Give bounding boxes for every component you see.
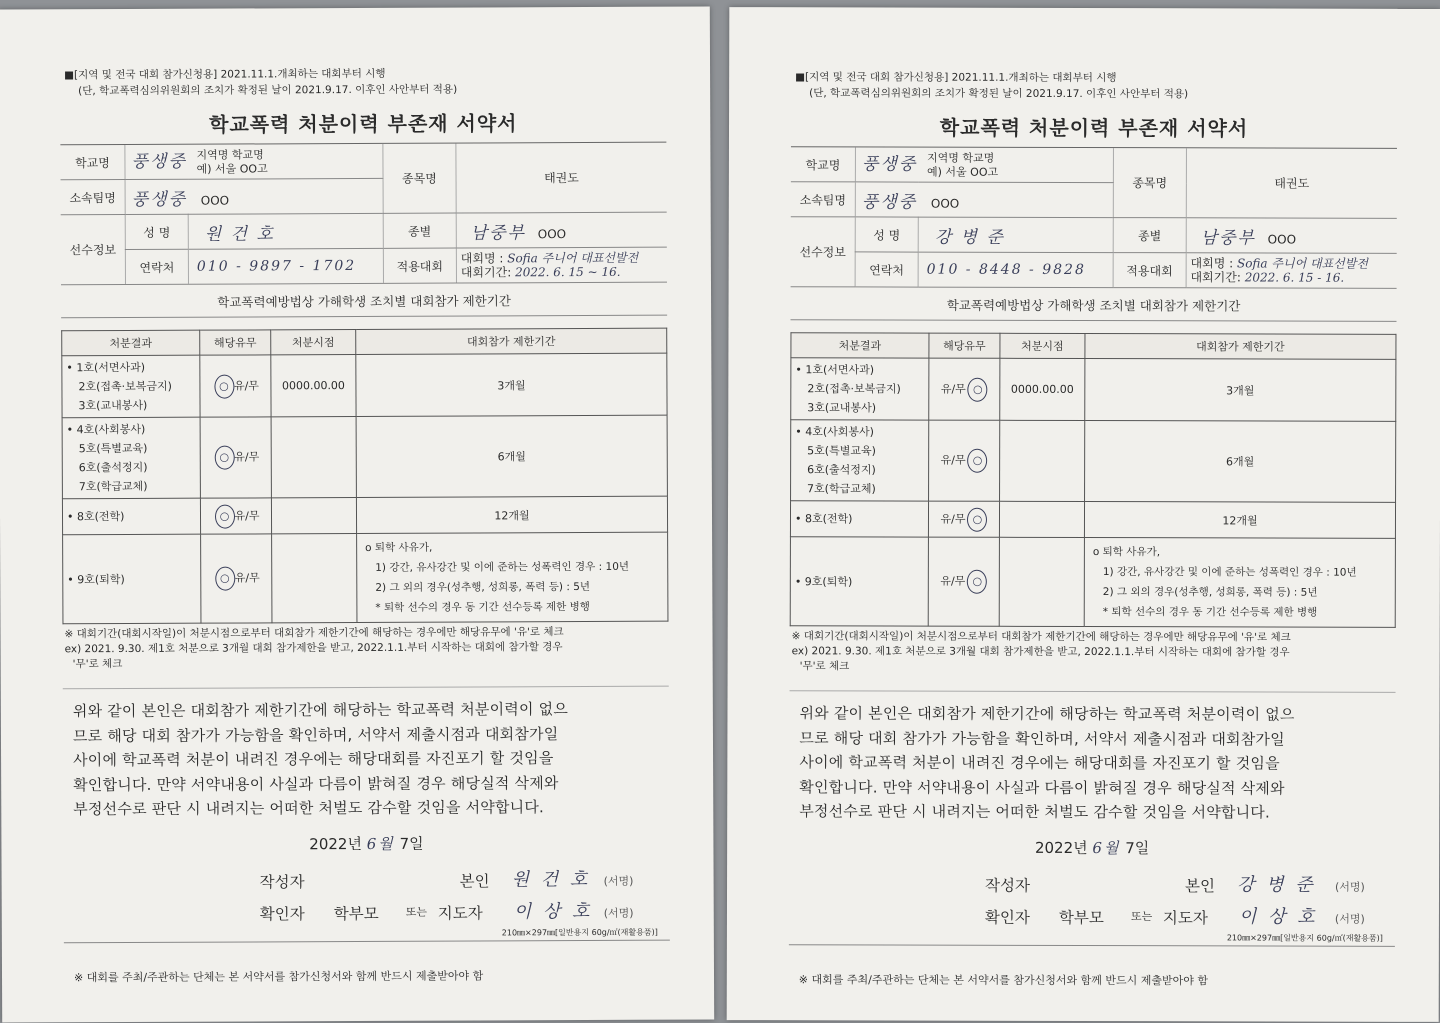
header-limit: 대회참가 제한기간 — [1085, 334, 1396, 360]
row-2-limit: 6개월 — [356, 415, 667, 497]
row-4-date — [999, 537, 1084, 626]
player-info-label: 선수정보 — [61, 215, 126, 285]
form-title: 학교폭력 처분이력 부존재 서약서 — [791, 111, 1397, 149]
row-4-limit: o 퇴학 사유가, 1) 강간, 유사강간 및 이에 준하는 성폭력인 경우 : 10년 2) 그 외의 경우(성추행, 성희롱, 폭력 등) : 5년 * 퇴학 선수의 경우 동 기간 선수등록 제한 병행 — [1084, 538, 1395, 628]
check-mark: ○ — [967, 507, 987, 531]
row-1-limit: 3개월 — [1085, 359, 1396, 422]
author-signature: 강 병 준 — [1237, 873, 1316, 896]
name-label: 성 명 — [125, 214, 188, 249]
row-2-date — [271, 416, 356, 497]
row-3-limit: 12개월 — [1084, 502, 1395, 539]
row-1-yn: ○ 유/무 — [200, 355, 271, 417]
division-suffix: OOO — [537, 226, 567, 241]
event-label: 종목명 — [1113, 148, 1186, 218]
paper-spec: 210㎜×297㎜[일반용지 60g/㎡(재활용품)] — [64, 926, 670, 943]
row-4-yn: ○ 유/무 — [201, 534, 272, 623]
note-2: ex) 2021. 9.30. 제1호 처분으로 3개월 대회 참가제한을 받고, 2022.1.1.부터 시작하는 대회에 참가할 경우 — [64, 641, 563, 656]
header-result: 처분결과 — [791, 333, 929, 358]
author-signature: 원 건 호 — [511, 868, 591, 890]
player-info-table — [791, 147, 1397, 289]
footer-note: ※ 대회를 주최/주관하는 단체는 본 서약서를 참가신청서와 함께 반드시 제출받아야 함 — [73, 968, 484, 984]
row-2-date — [1000, 420, 1085, 501]
row-3-yn: 유/무 ○ — [928, 501, 999, 537]
section-title: 학교폭력예방법상 가해학생 조치별 대회참가 제한기간 — [61, 283, 667, 319]
event-period-value: 2022. 6. 15 - 16. — [1244, 270, 1345, 285]
team-label: 소속팀명 — [791, 182, 856, 217]
note-1: ※ 대회기간(대회시작일)이 처분시점으로부터 대회참가 제한기간에 해당하는 경우에만 해당유무에 '유'로 체크 — [64, 626, 564, 641]
confirmer-line: 확인자 학부모 또는 지도자 이 상 호 (서명) — [789, 905, 1395, 937]
consent-form-left — [0, 6, 714, 1022]
note-3: '무'로 체크 — [799, 660, 850, 673]
event-period-label: 대회기간: — [460, 265, 512, 280]
row-3-date — [999, 501, 1084, 537]
division-value: 남중부 — [470, 222, 526, 243]
header-date: 처분시점 — [1000, 333, 1085, 358]
row-1-yn: 유/무 ○ — [929, 358, 1000, 420]
event-name-value: Sofia 주니어 대표선발전 — [507, 250, 639, 266]
notice-line-2: (단, 학교폭력심의위원회의 조치가 확정된 날이 2021.9.17. 이후인 사안부터 적용) — [78, 83, 458, 98]
check-mark: ○ — [214, 504, 234, 528]
player-name: 원 건 호 — [204, 223, 275, 245]
check-mark: ○ — [968, 377, 988, 401]
sport-value: 태권도 — [1186, 148, 1397, 218]
event-name-label: 대회명 : — [460, 251, 504, 266]
row-4-limit: o 퇴학 사유가, 1) 강간, 유사강간 및 이에 준하는 성폭력인 경우 : 10년 2) 그 외의 경우(성추행, 성희롱, 폭력 등) : 5년 * 퇴학 선수의 경우 동 기간 선수등록 제한 병행 — [357, 532, 668, 622]
phone-value: 010 - 9897 - 1702 — [196, 257, 357, 275]
header-yn: 해당유무 — [929, 333, 1000, 358]
school-name: 풍생중 — [861, 154, 918, 175]
row-1-date: 0000.00.00 — [1000, 358, 1085, 420]
section-title: 학교폭력예방법상 가해학생 조치별 대회참가 제한기간 — [791, 287, 1397, 322]
contact-label: 연락처 — [125, 249, 188, 284]
contact-label: 연락처 — [855, 252, 918, 287]
check-mark: ○ — [214, 374, 234, 398]
row-1-items: • 1호(서면사과) 2호(접촉·보복금지) 3호(교내봉사) — [791, 358, 929, 420]
player-info-label: 선수정보 — [791, 217, 856, 287]
division-label: 종별 — [1113, 218, 1186, 253]
notice-line-2: (단, 학교폭력심의위원회의 조치가 확정된 날이 2021.9.17. 이후인 사안부터 적용) — [809, 87, 1189, 101]
applied-event-label: 적용대회 — [383, 248, 456, 283]
event-period-label: 대회기간: — [1190, 270, 1241, 285]
consent-form-right — [727, 7, 1440, 1022]
form-title: 학교폭력 처분이력 부존재 서약서 — [60, 107, 666, 146]
author-line: 작성자 본인 원 건 호 (서명) — [64, 868, 670, 901]
disciplinary-table — [790, 332, 1397, 628]
row-3-yn: ○ 유/무 — [200, 498, 271, 534]
header-result: 처분결과 — [62, 330, 200, 356]
school-hint: 지역명 학교명 — [196, 148, 264, 162]
team-label: 소속팀명 — [61, 180, 126, 215]
row-3-limit: 12개월 — [356, 496, 667, 533]
row-2-yn: 유/무 ○ — [929, 420, 1000, 501]
team-name: 풍생중 — [131, 189, 187, 210]
division-value: 남중부 — [1200, 227, 1256, 248]
row-2-limit: 6개월 — [1085, 421, 1396, 503]
row-1-date: 0000.00.00 — [271, 354, 356, 416]
row-2-items: • 4호(사회봉사) 5호(특별교육) 6호(출석정지) 7호(학급교체) — [791, 420, 929, 501]
author-line: 작성자 본인 강 병 준 (서명) — [789, 873, 1395, 905]
check-mark: ○ — [215, 567, 235, 591]
row-3-items: • 8호(전학) — [62, 498, 200, 535]
school-example: 예) 서울 OO고 — [196, 162, 268, 176]
note-2: ex) 2021. 9.30. 제1호 처분으로 3개월 대회 참가제한을 받고, 2022.1.1.부터 시작하는 대회에 참가할 경우 — [791, 645, 1290, 659]
school-label: 학교명 — [791, 147, 856, 182]
notice-line-1: ■[지역 및 전국 대회 참가신청용] 2021.11.1.개최하는 대회부터 시행 — [795, 71, 1117, 85]
event-period-value: 2022. 6. 15 ~ 16. — [515, 264, 621, 280]
check-mark: ○ — [968, 449, 988, 473]
row-4-date — [272, 533, 357, 622]
row-1-limit: 3개월 — [356, 353, 667, 416]
name-label: 성 명 — [855, 217, 918, 252]
notice — [795, 69, 1397, 103]
team-suffix: OOO — [930, 196, 960, 211]
header-yn: 해당유무 — [200, 330, 271, 355]
division-label: 종별 — [383, 213, 456, 248]
check-mark: ○ — [967, 570, 987, 594]
event-label: 종목명 — [383, 144, 456, 214]
confirmer-line: 확인자 학부모 또는 지도자 이 상 호 (서명) — [64, 900, 670, 933]
row-1-items: • 1호(서면사과) 2호(접촉·보복금지) 3호(교내봉사) — [62, 355, 200, 418]
school-hint: 지역명 학교명 — [927, 151, 995, 166]
date-line: 2022년 6월 7일 — [1034, 838, 1150, 857]
player-info-table — [60, 143, 667, 286]
team-suffix: OOO — [200, 193, 230, 208]
header-limit: 대회참가 제한기간 — [356, 328, 667, 354]
notice — [64, 65, 666, 100]
header-date: 처분시점 — [271, 329, 356, 354]
note-1: ※ 대회기간(대회시작일)이 처분시점으로부터 대회참가 제한기간에 해당하는 경우에만 해당유무에 '유'로 체크 — [791, 630, 1291, 644]
player-name: 강 병 준 — [934, 227, 1005, 248]
paper-spec: 210㎜×297㎜[일반용지 60g/㎡(재활용품)] — [789, 931, 1395, 947]
school-example: 예) 서울 OO고 — [926, 165, 999, 180]
row-3-items: • 8호(전학) — [790, 501, 928, 537]
event-name-label: 대회명 : — [1190, 256, 1234, 271]
coach-signature: 이 상 호 — [513, 900, 593, 922]
event-name-value: Sofia 주니어 대표선발전 — [1236, 256, 1368, 271]
row-2-items: • 4호(사회봉사) 5호(특별교육) 6호(출석정지) 7호(학급교체) — [62, 417, 200, 499]
row-4-items: • 9호(퇴학) — [790, 537, 928, 626]
notice-line-1: ■[지역 및 전국 대회 참가신청용] 2021.11.1.개최하는 대회부터 시행 — [64, 67, 386, 82]
row-4-items: • 9호(퇴학) — [63, 534, 201, 624]
division-suffix: OOO — [1267, 231, 1297, 247]
disciplinary-table — [61, 328, 668, 625]
row-4-yn: 유/무 ○ — [928, 537, 999, 626]
phone-value: 010 - 8448 - 9828 — [926, 261, 1086, 279]
notes — [790, 629, 1396, 676]
row-2-yn: ○ 유/무 — [200, 417, 271, 498]
sport-value: 태권도 — [456, 143, 667, 213]
pledge-body: 위와 같이 본인은 대회참가 제한기간에 해당하는 학교폭력 처분이력이 없으 므로 해당 대회 참가가 가능함을 확인하며, 서약서 제출시점과 대회참가일 사이에 학교폭력 처분이 내려진 경우에는 해당대회를 자진포기 할 것임을 확인합니다. 만약 서약내용이 사실과 다름이 밝혀질 경우 해당실적 삭제와 부정선수로 판단 시 내려지는 어떠한 처벌도 감수할 것임을 서약합니다. — [63, 686, 670, 822]
coach-signature: 이 상 호 — [1238, 905, 1318, 928]
footer-note: ※ 대회를 주최/주관하는 단체는 본 서약서를 참가신청서와 함께 반드시 제출받아야 함 — [798, 972, 1208, 987]
date-line: 2022년 6월 7일 — [309, 834, 424, 853]
school-name: 풍생중 — [131, 151, 187, 172]
pledge-body: 위와 같이 본인은 대회참가 제한기간에 해당하는 학교폭력 처분이력이 없으 므로 해당 대회 참가가 가능함을 확인하며, 서약서 제출시점과 대회참가일 사이에 학교폭력 처분이 내려진 경우에는 해당대회를 자진포기 할 것임을 확인합니다. 만약 서약내용이 사실과 다름이 밝혀질 경우 해당실적 삭제와 부정선수로 판단 시 내려지는 어떠한 처벌도 감수할 것임을 서약합니다. — [789, 690, 1395, 825]
applied-event-label: 적용대회 — [1113, 253, 1186, 288]
school-label: 학교명 — [60, 145, 125, 180]
note-3: '무'로 체크 — [72, 658, 123, 671]
team-name: 풍생중 — [861, 191, 918, 213]
row-3-date — [271, 497, 356, 533]
check-mark: ○ — [214, 446, 234, 470]
notes — [62, 625, 668, 673]
